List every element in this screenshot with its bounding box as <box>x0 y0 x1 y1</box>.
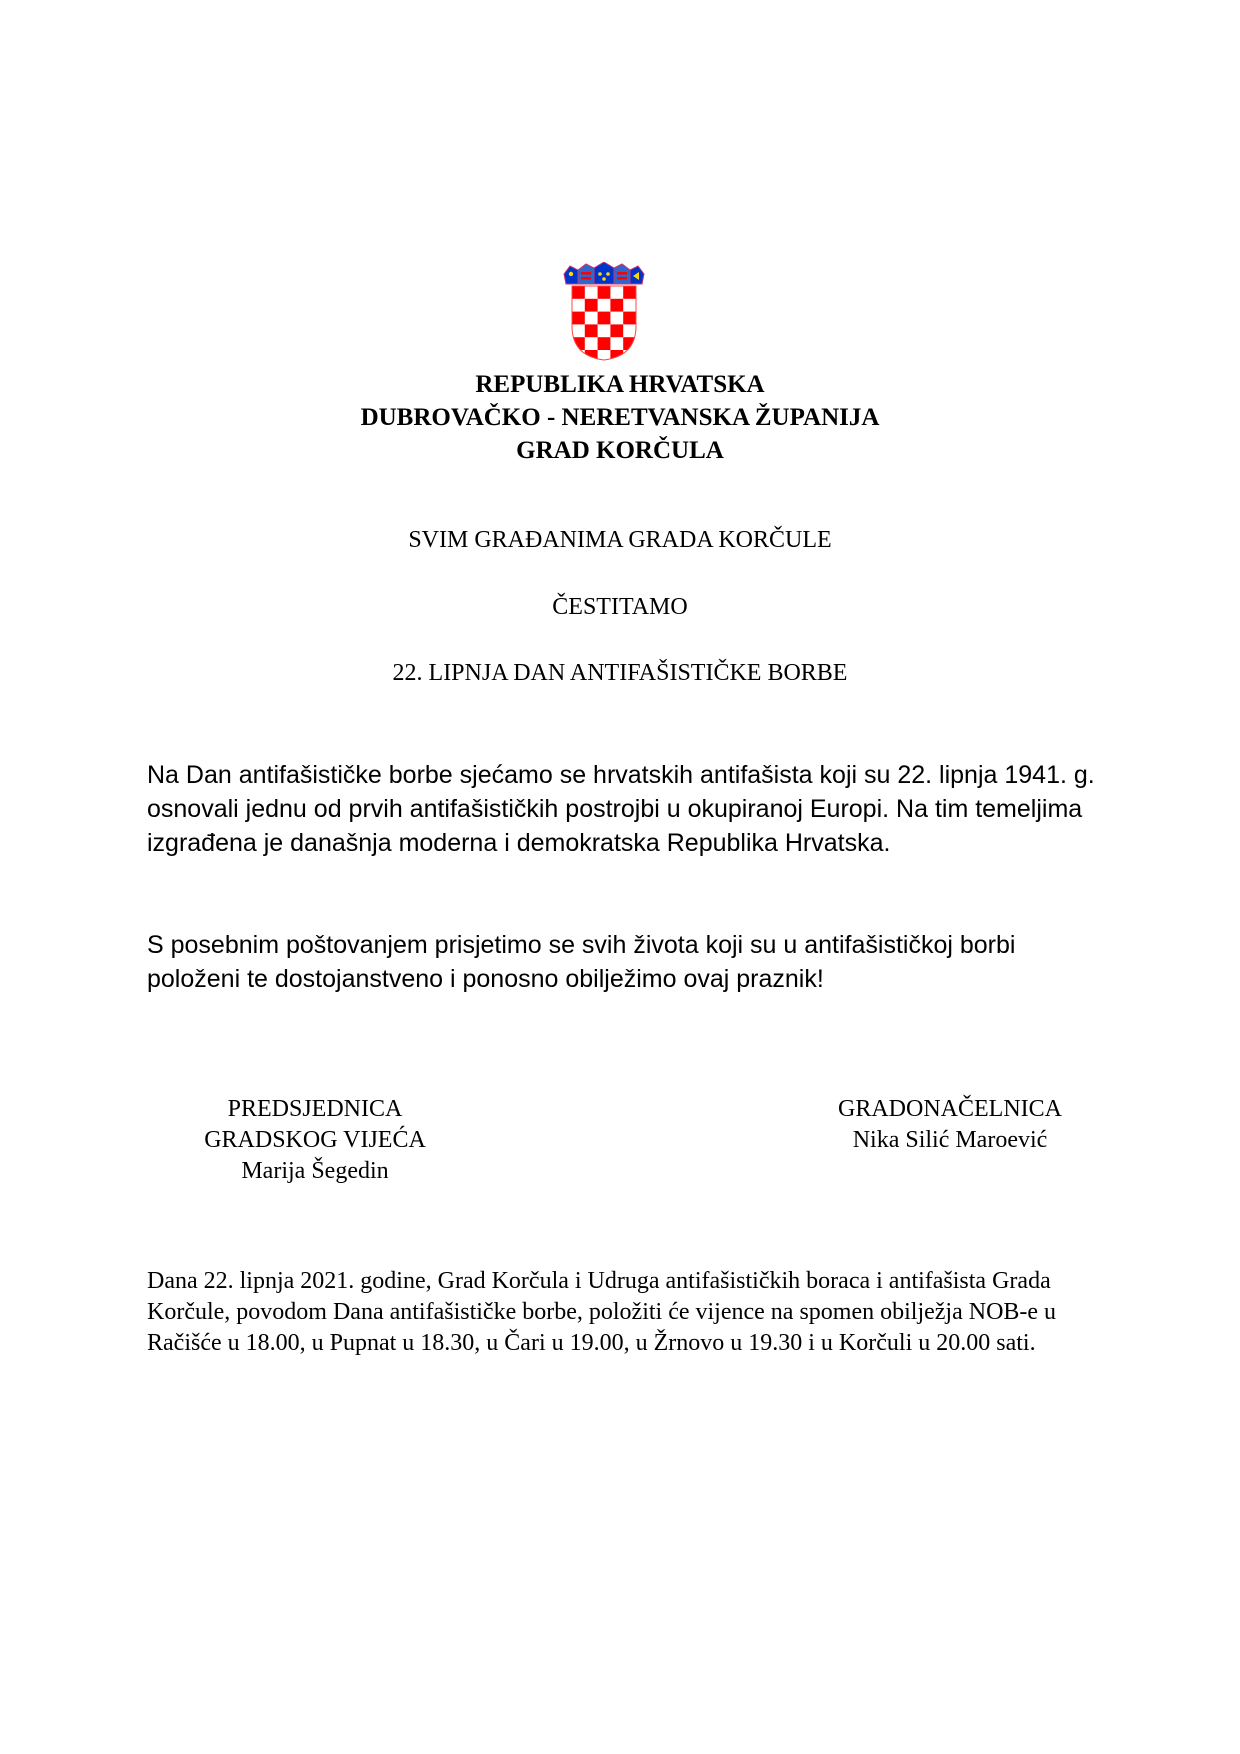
signature-title: PREDSJEDNICA <box>227 1096 403 1122</box>
signature-name: Nika Silić Maroević <box>852 1127 1048 1153</box>
body-paragraph-1: Na Dan antifašističke borbe sjećamo se hrvatskih antifašista koji su 22. lipnja 1941. g. osnovali jednu od prvih antifašističkih postrojbi u okupiranoj Europi. Na tim temeljima izgrađena je današnja moderna i demokratska Republika Hrvatska. <box>147 761 1095 857</box>
header-county: DUBROVAČKO - NERETVANSKA ŽUPANIJA <box>360 404 880 431</box>
signature-title: GRADSKOG VIJEĆA <box>204 1127 426 1153</box>
greeting-recipients: SVIM GRAĐANIMA GRADA KORČULE <box>408 527 832 553</box>
signature-title: GRADONAČELNICA <box>838 1096 1062 1122</box>
signature-mayor <box>800 1094 1100 1156</box>
greeting-occasion: 22. LIPNJA DAN ANTIFAŠISTIČKE BORBE <box>392 660 848 686</box>
crown-icon <box>564 262 644 284</box>
greeting-congrats: ČESTITAMO <box>552 594 688 620</box>
signature-council-president <box>180 1094 450 1187</box>
header-country: REPUBLIKA HRVATSKA <box>475 371 765 398</box>
signature-name: Marija Šegedin <box>241 1158 389 1184</box>
header-city: GRAD KORČULA <box>516 437 724 464</box>
event-notice: Dana 22. lipnja 2021. godine, Grad Korčula i Udruga antifašističkih boraca i antifašista Grada Korčule, povodom Dana antifašističke borbe, položiti će vijence na spomen obilježja NOB-e u Račišće u 18.00, u Pupnat u 18.30, u Čari u 19.00, u Žrnovo u 19.30 i u Korčuli u 20.00 sati. <box>147 1268 1057 1356</box>
coat-of-arms-icon <box>560 262 648 362</box>
body-paragraph-2: S posebnim poštovanjem prisjetimo se svih života koji su u antifašističkoj borbi položeni te dostojanstveno i ponosno obilježimo ovaj praznik! <box>147 931 1016 993</box>
